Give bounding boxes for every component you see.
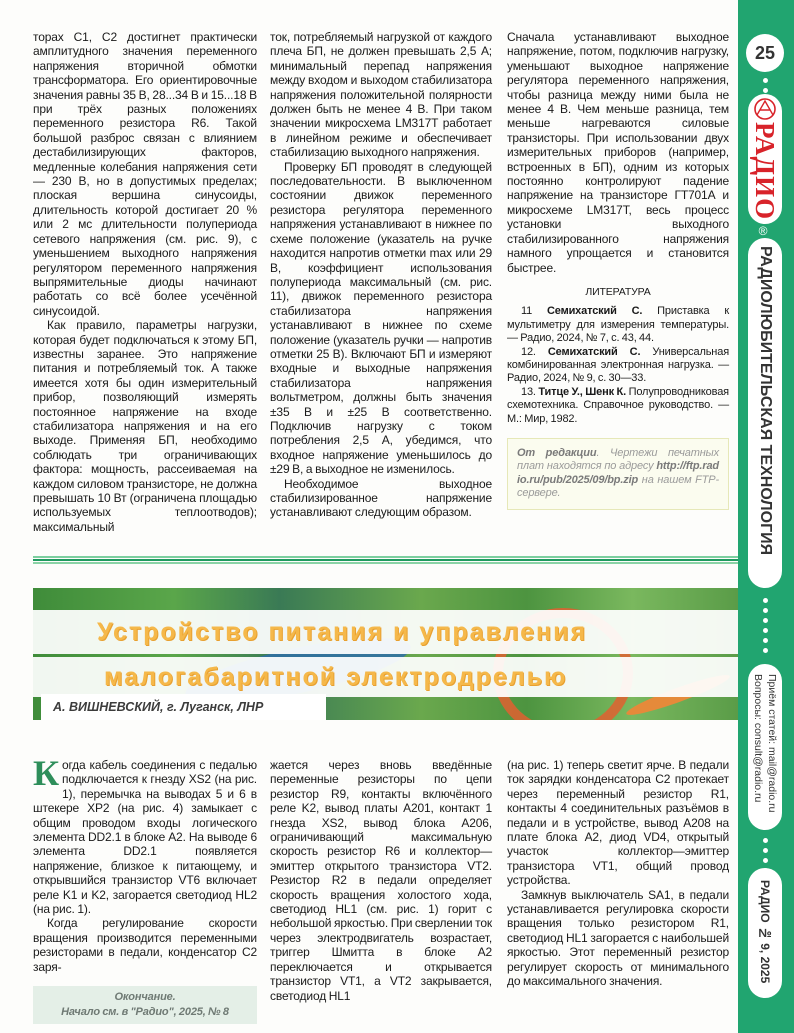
article-title-banner: [33, 588, 738, 720]
paragraph: ток, потребляемый нагрузкой от каждого плеча БП, не должен превышать 2,5 А; минимальный перепад напряжения между входом и выходом стабилизатора напряжения положительной полярности должен быть не менее 4 В. При таком значении микросхема LM317T работает в линейном режиме и обеспечивает стабилизацию выходного напряжения.: [270, 30, 492, 160]
contacts-pill: [748, 664, 782, 830]
literature-heading: ЛИТЕРАТУРА: [585, 285, 651, 298]
paragraph: Как правило, параметры нагрузки, которая будет подключаться к этому БП, известны заранее. Это напряжение питания и потребляемый ток. А также имеется хотя бы один измерительный прибор, позволяющий измерять постоянное напряжение на входе стабилизатора напряжения и на его выходе. Применяя БП, необходимо соблюдать три ограничивающих фактора: мощность, рассеиваемая на каждом силовом транзисторе, не должна превышать 10 Вт (ограничена площадью используемых теплоотводов); максимальный: [33, 318, 257, 534]
section-title: РАДИОЛЮБИТЕЛЬСКАЯ ТЕХНОЛОГИЯ: [757, 246, 774, 556]
ref-author: Титце У., Шенк К.: [538, 385, 626, 398]
article-author: А. ВИШНЕВСКИЙ, г. Луганск, ЛНР: [41, 694, 326, 720]
top-article-column-3: [507, 30, 729, 510]
contact-questions[interactable]: Вопросы: consult@radio.ru: [752, 674, 764, 803]
ftp-link[interactable]: http://ftp.radio.ru/pub/2025/09/bp.zip: [517, 460, 719, 486]
top-article-column-1: [33, 30, 257, 534]
continuation-note: [33, 986, 257, 1024]
continuation-note-line-1: Окончание.: [114, 991, 176, 1004]
ref-text: Универсальная комбинированная электронная нагрузка. — Радио, 2024, № 9, с. 30—33.: [507, 345, 730, 385]
editor-note-label: От редакции: [517, 446, 597, 459]
article-title-line-2: малогабаритной электродрелью: [104, 663, 568, 691]
editor-note-text-end: на нашем FTP-сервере.: [517, 473, 719, 500]
ref-number: 12.: [521, 345, 536, 358]
page-number: 25: [746, 34, 784, 72]
paragraph: Необходимое выходное стабилизированное напряжение устанавливают следующим образом.: [270, 476, 492, 520]
article-column-1: [33, 753, 257, 1024]
continuation-note-line-2: Начало см. в "Радио", 2025, № 8: [61, 1006, 229, 1019]
ref-author: Семихатский С.: [547, 345, 641, 358]
drop-cap: К: [33, 753, 59, 793]
ref-text: Приставка к мультиметру для измерения температуры. — Радио, 2024, № 7, с. 43, 44.: [507, 305, 730, 345]
article-column-2: [270, 758, 492, 1003]
paragraph: Замкнув выключатель SA1, в педали устанавливается регулировка скорости вращения только резистором R1, светодиод HL1 загорается с наибольшей яркостью. Этот переменный резистор регулирует скорость от минимального до максимального значения.: [507, 887, 729, 989]
section-divider: [33, 556, 738, 565]
literature-item: [507, 386, 729, 426]
magazine-sidebar: [738, 0, 794, 1033]
literature-list: [507, 305, 729, 426]
issue-label: РАДИО № 9, 2025: [758, 880, 772, 984]
registered-mark: ®: [756, 224, 770, 238]
article-title-line-1: Устройство питания и управления: [97, 618, 588, 646]
top-article-column-2: [270, 30, 492, 520]
paragraph: (на рис. 1) теперь светит ярче. В педали ток зарядки конденсатора C2 протекает через переменный резистор R1, контакты 4 соединительных разъёмов в педали и в устройстве, вывод A208 на плате блока A2, диод VD4, открытый участок коллектор—эмиттер транзистора VT1, общий провод устройства.: [507, 758, 729, 888]
dots-separator: [763, 598, 768, 658]
contacts: [751, 674, 779, 813]
ref-number: 13.: [521, 385, 536, 398]
contact-submissions[interactable]: Приём статей: mail@radio.ru: [766, 674, 778, 813]
paragraph: жается через вновь введённые переменные резисторы по цепи резистор R9, контакты включённого реле K2, вывод платы A201, контакт 1 гнезда XS2, вывод блока A206, ограничивающий максимальную скорость резистор R6 и коллектор—эмиттер открытого транзистора VT2. Резистор R2 в педали определяет скорость вращения холостого хода, светодиод HL1 (см. рис. 1) горит с небольшой яркостью. При сверлении ток через электродвигатель возрастает, триггер Шмитта в блоке A2 переключается и открывается транзистор VT1, а VT2 закрывается, светодиод HL1: [270, 758, 492, 1003]
literature-item: [507, 346, 729, 386]
paragraph: Проверку БП проводят в следующей последовательности. В выключенном состоянии движок переменного резистора регулятора переменного напряжения устанавливают в нижнее по схеме положение (указатель на ручке находится напротив отметки max или 29 В, коэффициент использования полупериода максимальный (см. рис. 11), движок переменного резистора стабилизатора напряжения устанавливают в нижнее по схеме положение (указатель ручки — напротив отметки 25 В). Включают БП и измеряют входные и выходные напряжения стабилизатора напряжения вольтметром, должны быть значения ±35 В и ±25 В соответственно. Подключив нагрузку с током потребления 2,5 А, убедимся, что входное напряжение уменьшилось до ±29 В, а выходное не изменилось.: [270, 159, 492, 477]
radio-logo-text: РАДИО: [750, 122, 780, 221]
paragraph-text: огда кабель соединения с педалью подключается к гнезду XS2 (на рис. 1), перемычка на выводах 5 и 6 в штекере XP2 (на рис. 4) замыкает с общим проводом входы логического элемента DD2.1 в блоке A2. На выводе 6 элемента DD2.1 появляется напряжение, близкое к питающему, и открывшийся транзистор VT6 включает реле K1 и K2, загорается светодиод HL2 (на рис. 1).: [33, 758, 257, 917]
issue-pill: [748, 868, 782, 998]
paragraph: Сначала устанавливают выходное напряжение, потом, подключив нагрузку, уменьшают выходное напряжение регулятора переменного напряжения, чтобы разница между ними была не менее 4 В. Чем меньше разница, тем меньше нагреваются силовые транзисторы. При использовании двух измерительных приборов (например, встроенных в БП), одним из которых постоянно контролируют падение напряжение на транзисторе ГТ701А и микросхеме LM317T, весь процесс установки выходного стабилизированного напряжения намного упрощается и становится быстрее.: [507, 30, 729, 275]
ref-author: Семихатский С.: [546, 305, 643, 318]
editor-note-box: [507, 438, 729, 510]
paragraph: [33, 753, 257, 917]
literature-item: [507, 305, 729, 345]
ref-number: 11: [521, 305, 533, 318]
section-pill: [748, 238, 782, 588]
logo-pill: [748, 94, 782, 224]
paragraph: торах С1, С2 достигнет практически амплитудного значения переменного напряжения вторичной обмотки трансформатора. Его ориентировочные значения равны 35 В, 28...34 В и 15...18 В при трёх разных положениях переменного резистора R6. Такой большой разброс связан с влиянием дестабилизирующих факторов, медленные колебания напряжения сети — 230 В, но в допустимых пределах; плоская вершина синусоиды, длительность которой достигает 20 % или 2 мс длительности полупериода сетевого напряжения (см. рис. 9), с уменьшением выходного напряжения регулятором переменного напряжения выпрямительные диоды начинают работать со всё более усечённой синусоидой.: [33, 30, 257, 318]
radio-logo-icon: [748, 94, 782, 124]
paragraph: Когда регулирование скорости вращения производится переменными резисторами в педали, конденсатор C2 заря-: [33, 916, 257, 974]
editor-note-text: . Чертежи печатных плат находятся по адресу: [517, 446, 719, 473]
article-column-3: [507, 758, 729, 989]
ref-text: Полупроводниковая схемотехника. Справочное руководство. — М.: Мир, 1982.: [507, 385, 729, 425]
